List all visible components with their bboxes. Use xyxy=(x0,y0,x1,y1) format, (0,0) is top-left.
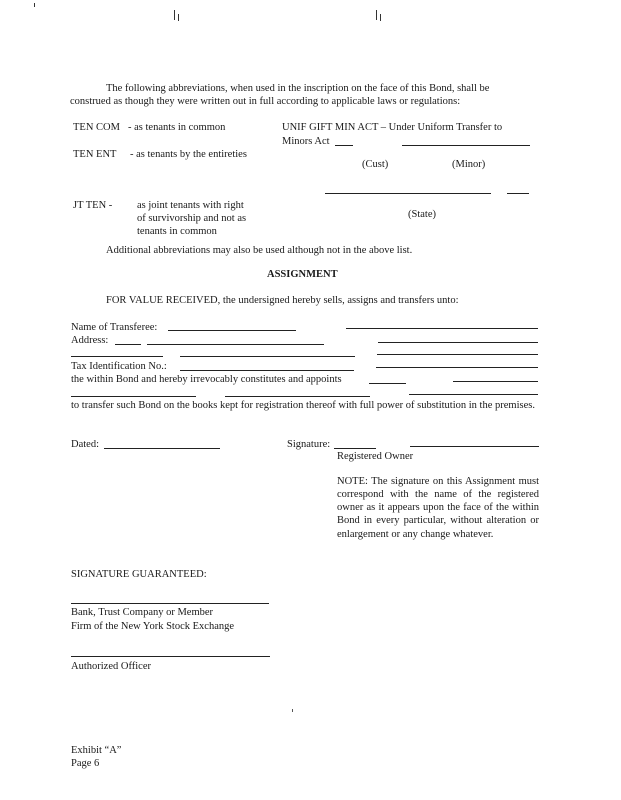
scan-mark xyxy=(376,10,377,20)
abbr-jt-ten-code: JT TEN - xyxy=(73,200,113,211)
transfer-paragraph: to transfer such Bond on the books kept for registration thereof with full power of substitution in the premises. xyxy=(71,400,535,411)
address-field-3[interactable] xyxy=(180,356,355,357)
tax-id-field-2[interactable] xyxy=(376,367,538,368)
exhibit-label: Exhibit “A” xyxy=(71,745,122,756)
scan-mark xyxy=(380,14,381,21)
abbr-ten-com-code: TEN COM xyxy=(73,122,120,133)
appoints-text: the within Bond and hereby irrevocably constitutes and appoints xyxy=(71,374,342,385)
state-blank xyxy=(325,193,491,194)
signature-guaranteed-heading: SIGNATURE GUARANTEED: xyxy=(71,569,207,580)
attorney-field-4[interactable] xyxy=(409,394,538,395)
attorney-field-2[interactable] xyxy=(453,381,538,382)
address-field-2[interactable] xyxy=(378,342,538,343)
abbr-jt-ten-meaning-line: of survivorship and not as xyxy=(137,213,247,224)
intro-line: The following abbreviations, when used in the inscription on the face of this Bond, shall be xyxy=(106,83,490,94)
transferee-name-label: Name of Transferee: xyxy=(71,322,158,333)
minors-act-blank xyxy=(402,145,530,146)
dated-field[interactable] xyxy=(104,448,220,449)
value-received-line: FOR VALUE RECEIVED, the undersigned hereby sells, assigns and transfers unto: xyxy=(106,295,459,306)
signature-field-2[interactable] xyxy=(410,446,539,447)
address-label: Address: xyxy=(71,335,109,346)
signature-field[interactable] xyxy=(334,448,376,449)
scan-dot xyxy=(292,709,294,712)
abbr-ten-com-meaning: - as tenants in common xyxy=(128,122,226,133)
attorney-field-3[interactable] xyxy=(225,396,370,397)
minors-act-blank xyxy=(335,145,353,146)
bank-line: Firm of the New York Stock Exchange xyxy=(71,621,235,632)
cust-label: (Cust) xyxy=(362,159,389,170)
intro-line: construed as though they were written out in full according to applicable laws or regulations: xyxy=(70,96,461,107)
dated-label: Dated: xyxy=(71,439,99,450)
address-field[interactable] xyxy=(147,344,324,345)
scan-mark xyxy=(178,14,179,21)
address-field-3[interactable] xyxy=(71,356,163,357)
officer-field[interactable] xyxy=(71,656,270,657)
abbr-ten-ent-meaning: - as tenants by the entireties xyxy=(130,149,247,160)
attorney-field-3[interactable] xyxy=(71,396,196,397)
abbr-ten-ent-code: TEN ENT xyxy=(73,149,117,160)
transferee-name-field[interactable] xyxy=(168,330,296,331)
guarantor-field[interactable] xyxy=(71,603,269,604)
page-number: Page 6 xyxy=(71,758,100,769)
transferee-name-field-2[interactable] xyxy=(346,328,538,329)
assignment-heading: ASSIGNMENT xyxy=(267,269,338,280)
additional-abbreviations: Additional abbreviations may also be used although not in the above list. xyxy=(106,245,413,256)
bank-line: Bank, Trust Company or Member xyxy=(71,607,214,618)
state-blank xyxy=(507,193,529,194)
scan-mark xyxy=(34,3,35,7)
abbr-unif-minors-act: Minors Act xyxy=(282,136,330,147)
tax-id-label: Tax Identification No.: xyxy=(71,361,167,372)
minor-label: (Minor) xyxy=(452,159,486,170)
abbr-jt-ten-meaning-line: as joint tenants with right xyxy=(137,200,244,211)
scan-mark xyxy=(174,10,175,20)
tax-id-field[interactable] xyxy=(180,370,354,371)
state-label: (State) xyxy=(408,209,436,220)
abbr-jt-ten-meaning-line: tenants in common xyxy=(137,226,217,237)
registered-owner-label: Registered Owner xyxy=(337,451,414,462)
signature-note: NOTE: The signature on this Assignment must correspond with the name of the registered owner as it appears upon the face of the within Bond in every particular, without alteration or enlargement or any change whatever. xyxy=(337,476,539,540)
authorized-officer-label: Authorized Officer xyxy=(71,661,151,672)
address-field[interactable] xyxy=(115,344,141,345)
attorney-field[interactable] xyxy=(369,383,406,384)
abbr-unif-line: UNIF GIFT MIN ACT – Under Uniform Transfer to xyxy=(282,122,503,133)
address-field-4[interactable] xyxy=(377,354,538,355)
signature-label: Signature: xyxy=(287,439,331,450)
